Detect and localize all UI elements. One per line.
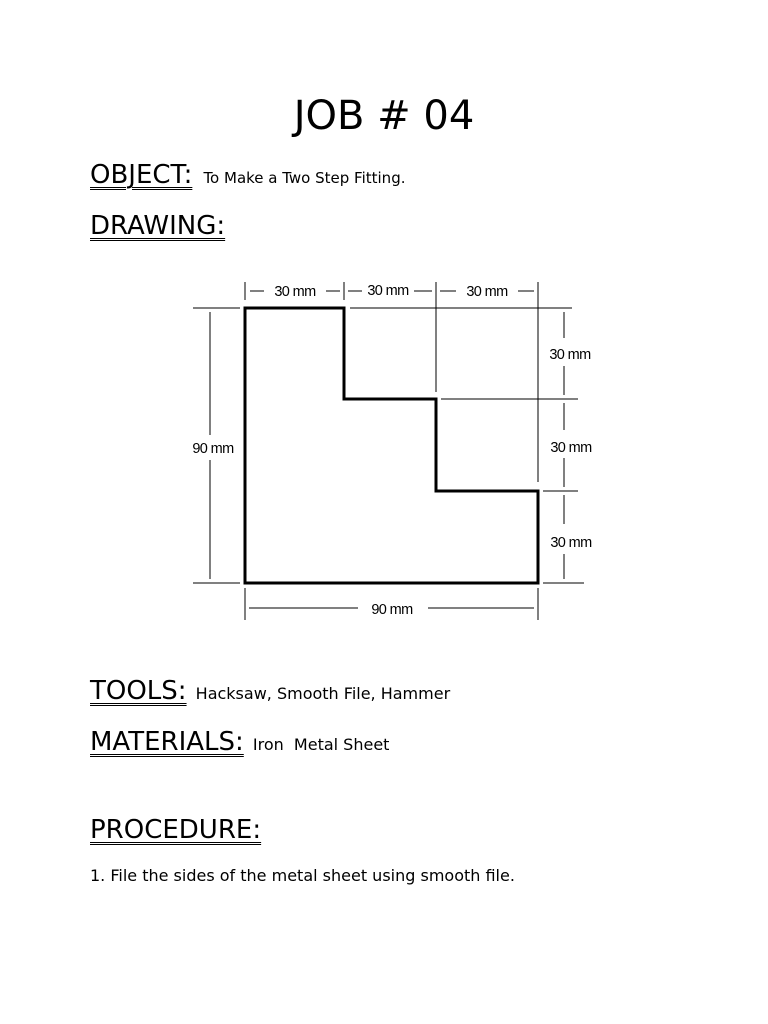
right-dim-label-3: 30 mm: [550, 535, 592, 551]
object-section: [90, 160, 405, 190]
object-heading: OBJECT:: [90, 160, 193, 190]
top-dim-label-2: 30 mm: [367, 283, 409, 299]
tools-text: Hacksaw, Smooth File, Hammer: [195, 684, 451, 703]
fitting-outline: [245, 308, 538, 583]
tools-section: [90, 676, 450, 706]
fitting-drawing: [0, 270, 768, 630]
job-title: JOB # 04: [293, 93, 475, 139]
top-dim-label-3: 30 mm: [466, 284, 508, 300]
bottom-dim-label: 90 mm: [371, 602, 413, 618]
drawing-heading: DRAWING:: [90, 211, 226, 241]
procedure-heading: PROCEDURE:: [90, 815, 262, 845]
materials-heading: MATERIALS:: [90, 727, 244, 757]
tools-heading: TOOLS:: [90, 676, 187, 706]
materials-text: Iron Metal Sheet: [252, 735, 390, 754]
right-dim-label-2: 30 mm: [550, 440, 592, 456]
right-dim-label-1: 30 mm: [549, 347, 591, 363]
left-dim-label: 90 mm: [192, 441, 234, 457]
object-text: To Make a Two Step Fitting.: [203, 169, 406, 187]
drawing-section: [90, 211, 225, 241]
top-dim-label-1: 30 mm: [274, 284, 316, 300]
procedure-step: 1. File the sides of the metal sheet using smooth file.: [90, 866, 515, 885]
procedure-section: [90, 815, 261, 845]
dimension-lines: [193, 282, 584, 620]
materials-section: [90, 727, 389, 757]
